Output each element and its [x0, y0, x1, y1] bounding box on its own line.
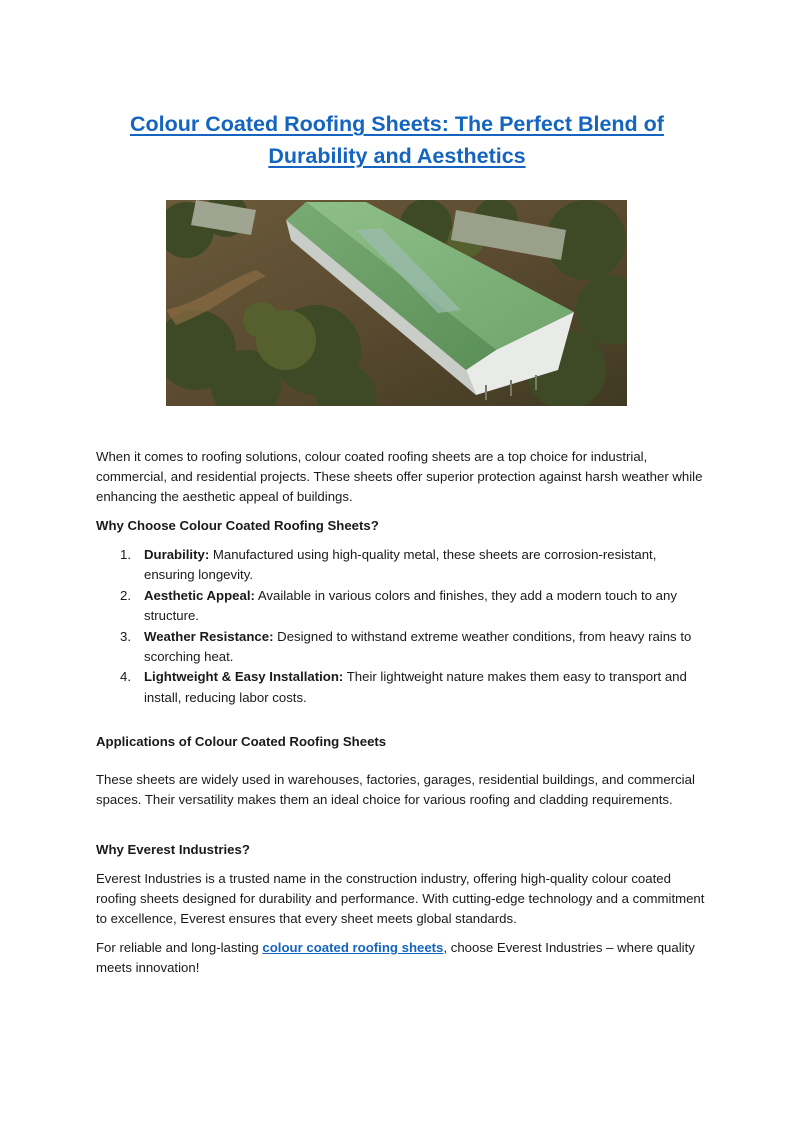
closing-text-after: , choose Everest Industries – where quality meets innovation!: [96, 940, 695, 975]
roof-photo-illustration: [166, 200, 627, 406]
title-line-1: Colour Coated Roofing Sheets: The Perfect Blend of: [130, 112, 664, 137]
list-item-text: Manufactured using high-quality metal, these sheets are corrosion-resistant, ensuring longevity.: [144, 547, 657, 583]
list-item-number: 1.: [120, 547, 131, 562]
closing-paragraph: [96, 938, 706, 978]
title-line-2: Durability and Aesthetics: [268, 144, 526, 169]
list-item: [96, 667, 706, 708]
list-item-number: 3.: [120, 628, 131, 644]
applications-paragraph: These sheets are widely used in warehouses, factories, garages, residential buildings, and commercial spaces. Their versatility makes them an ideal choice for various roofing and cladding requirements.: [96, 772, 695, 807]
why-everest-paragraph: Everest Industries is a trusted name in the construction industry, offering high-quality colour coated roofing sheets designed for durability and performance. With cutting-edge technology and a commitment to excellence, Everest ensures that every sheet meets global standards.: [96, 871, 705, 926]
applications-heading: Applications of Colour Coated Roofing Sheets: [96, 734, 387, 749]
list-item-label: Lightweight & Easy Installation:: [144, 669, 344, 685]
list-item-label: Weather Resistance:: [144, 628, 274, 644]
roof-photo: [166, 200, 627, 406]
page-title: [96, 108, 698, 172]
list-item-number: 4.: [120, 669, 131, 685]
list-item: [96, 627, 706, 668]
list-item: [96, 586, 706, 627]
list-item-number: 2.: [120, 587, 131, 603]
list-item-text: Their lightweight nature makes them easy to transport and install, reducing labor costs.: [144, 669, 687, 705]
closing-text-before: For reliable and long-lasting: [96, 940, 263, 955]
benefits-list: [96, 545, 706, 708]
list-item-label: Durability:: [144, 547, 210, 562]
list-item-text: Available in various colors and finishes, they add a modern touch to any structure.: [144, 587, 677, 624]
why-everest-heading: Why Everest Industries?: [96, 842, 250, 857]
why-choose-heading: Why Choose Colour Coated Roofing Sheets?: [96, 518, 379, 533]
list-item-text: Designed to withstand extreme weather conditions, from heavy rains to scorching heat.: [144, 628, 692, 665]
roofing-sheets-link[interactable]: colour coated roofing sheets: [262, 940, 444, 955]
list-item-label: Aesthetic Appeal:: [144, 587, 255, 603]
list-item: [96, 545, 706, 586]
intro-paragraph: When it comes to roofing solutions, colour coated roofing sheets are a top choice for industrial, commercial, and residential projects. These sheets offer superior protection against harsh weather while enhancing the aesthetic appeal of buildings.: [96, 449, 703, 504]
